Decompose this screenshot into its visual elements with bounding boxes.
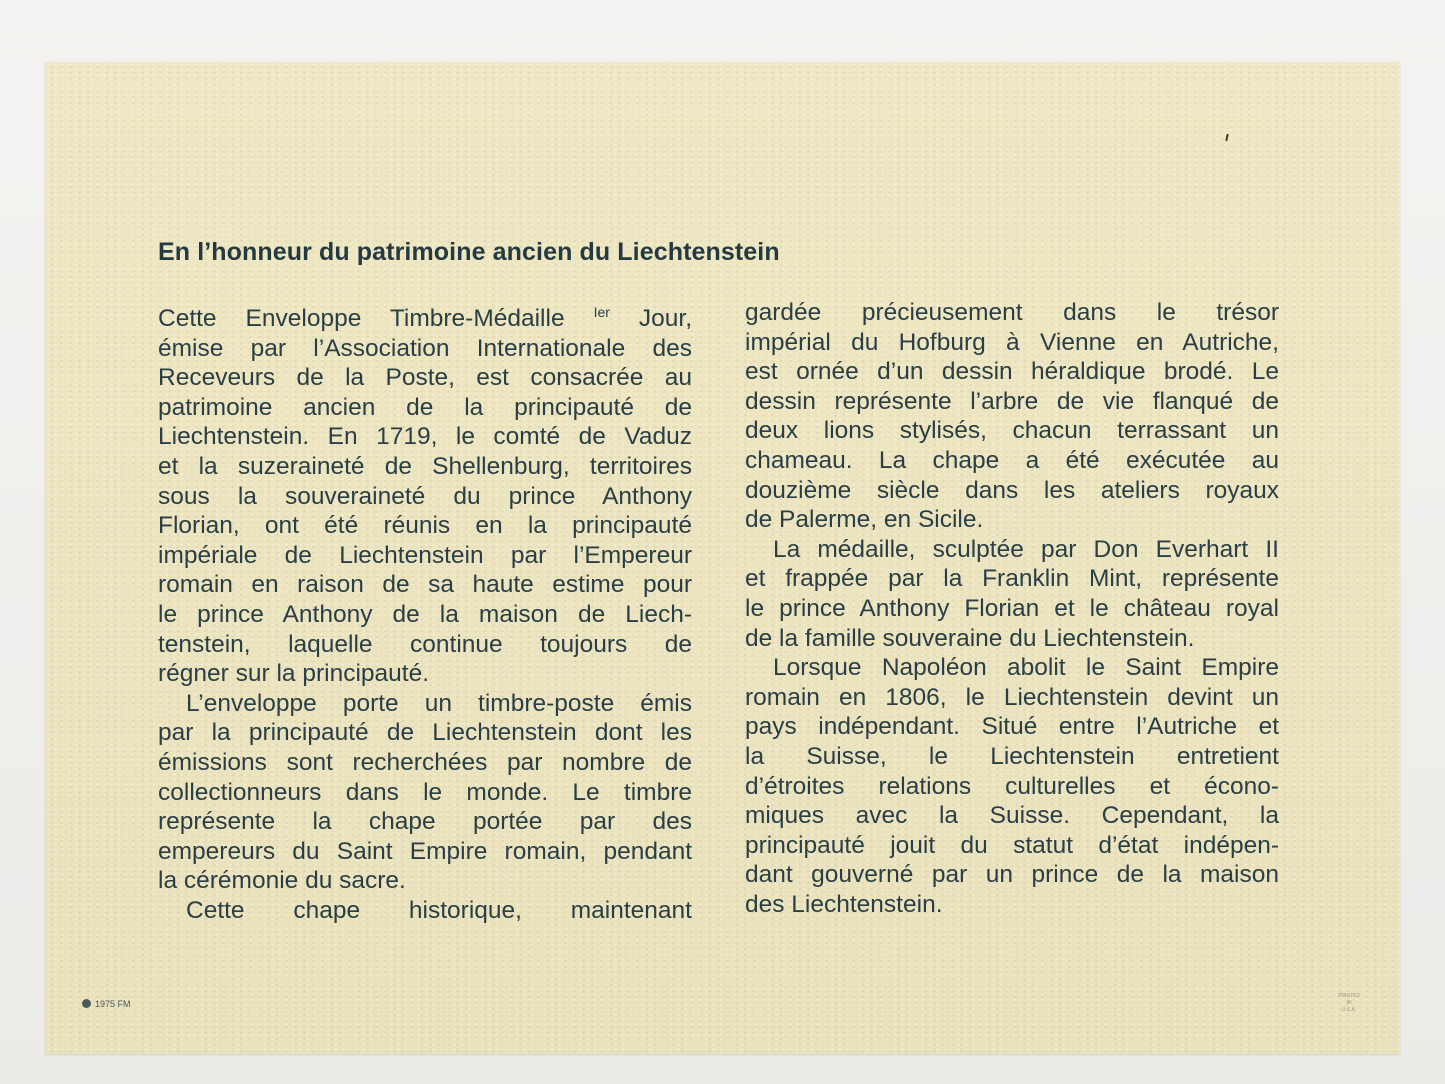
text-line: le prince Anthony Florian et le château royal [745,594,1279,622]
text-line: impérial du Hofburg à Vienne en Autriche, [745,328,1279,356]
paragraph-3 [158,896,692,926]
superscript-er: Ier [593,304,610,320]
paragraph-5 [745,653,1279,919]
paragraph-3-continued [745,298,1279,535]
text-line: des Liechtenstein. [745,890,943,918]
printed-line: PRINTED [1338,993,1360,999]
printed-line: U.S.A. [1341,1007,1357,1013]
text-line: de Palerme, en Sicile. [745,506,984,534]
text-line: romain en 1806, le Liechtenstein devint un [745,683,1279,711]
text-line: le prince Anthony de la maison de Liech- [158,600,692,628]
right-column [745,298,1279,919]
text-line: sous la souveraineté du prince Anthony [158,482,692,510]
printed-in-usa-mark [1332,993,1366,1014]
copyright-text: 1975 FM [95,999,131,1009]
text-line: d’étroites relations culturelles et écono- [745,772,1279,800]
text-line: collectionneurs dans le monde. Le timbre [158,778,692,806]
text-line: et frappée par la Franklin Mint, représente [745,565,1279,593]
text-line: Florian, ont été réunis en la principauté [158,512,692,540]
left-column [158,298,692,925]
text-line: est ornée d’un dessin héraldique brodé. Le [745,358,1279,386]
printed-line: IN [1346,1000,1352,1006]
text-line: Cette Enveloppe Timbre-Médaille $^{Ier}$ Jour, [158,304,693,332]
text-line: la cérémonie du sacre. [158,867,406,895]
text-line: deux lions stylisés, chacun terrassant un [745,417,1279,445]
text-line: la Suisse, le Liechtenstein entretient [745,742,1279,770]
text-line: miques avec la Suisse. Cependant, la [745,802,1279,830]
text-line: empereurs du Saint Empire romain, pendant [158,837,692,865]
text-line: régner sur la principauté. [158,660,430,688]
paragraph-4 [745,535,1279,653]
text-line: gardée précieusement dans le trésor [745,299,1279,326]
text-line: Liechtenstein. En 1719, le comté de Vaduz [158,423,692,451]
text-line: douzième siècle dans les ateliers royaux [745,476,1279,504]
text-line: représente la chape portée par des [158,808,692,836]
text-line: Cette chape historique, maintenant [186,896,692,924]
copyright-notice [82,999,131,1009]
paragraph-1 [158,298,692,689]
text-line: Receveurs de la Poste, est consacrée au [158,364,692,392]
text-line: dant gouverné par un prince de la maison [745,861,1279,889]
text-line: chameau. La chape a été exécutée au [745,446,1279,474]
text-line: pays indépendant. Situé entre l’Autriche et [745,713,1279,741]
text-line: impériale de Liechtenstein par l’Empereur [158,541,692,569]
text-line: Lorsque Napoléon abolit le Saint Empire [773,654,1279,682]
text-line: L’enveloppe porte un timbre-poste émis [186,689,692,717]
copyright-icon [82,999,91,1008]
text-line: et la suzeraineté de Shellenburg, territoires [158,452,692,480]
text-line: émise par l’Association Internationale des [158,334,692,362]
text-line: tenstein, laquelle continue toujours de [158,630,692,658]
text-line: par la principauté de Liechtenstein dont les [158,719,692,747]
text-line: dessin représente l’arbre de vie flanqué de [745,387,1279,415]
document-title: En l’honneur du patrimoine ancien du Liechtenstein [158,238,780,266]
text-line: romain en raison de sa haute estime pour [158,571,692,599]
text-line: La médaille, sculptée par Don Everhart II [773,535,1279,563]
text-line: émissions sont recherchées par nombre de [158,748,692,776]
text-line: de la famille souveraine du Liechtenstein. [745,624,1195,652]
text-line: patrimoine ancien de la principauté de [158,393,692,421]
text-line: principauté jouit du statut d’état indépen- [745,831,1279,859]
paragraph-2 [158,689,692,896]
